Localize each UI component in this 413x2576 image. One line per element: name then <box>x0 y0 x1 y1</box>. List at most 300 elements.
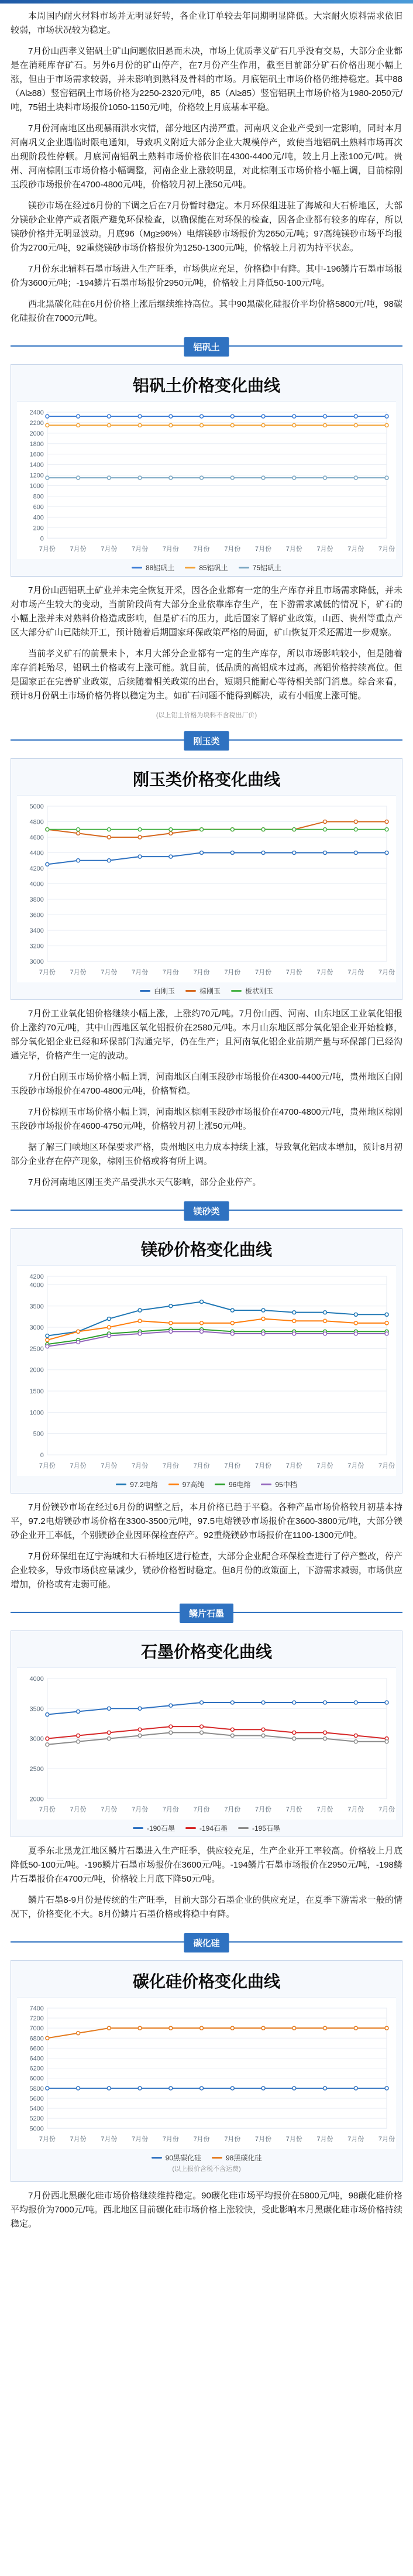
y-tick-label: 5600 <box>29 2095 44 2103</box>
data-point <box>200 2087 204 2090</box>
x-tick-label: 7月份 <box>39 969 56 977</box>
x-tick-label: 7月份 <box>193 1462 210 1470</box>
magnesia-analysis-1: 7月份镁砂市场在经过6月份的调整之后，本月价格已趋于平稳。各种产品市场价格较月初基本持平，97.2电熔镁砂市场价格在3300-3500元/吨，97.5电熔镁砂市场报价在3600-3800元/吨，大部分镁砂企业开工率低，个别镁砂企业因环保检查停产。92重烧镁砂市场报价在1100-1300元/吨。 <box>11 1502 402 1541</box>
data-point <box>354 820 357 824</box>
data-point <box>230 1321 234 1325</box>
legend-label: 95中档 <box>275 1481 297 1489</box>
data-point <box>230 1734 234 1738</box>
y-tick-label: 5000 <box>29 2125 44 2133</box>
x-tick-label: 7月份 <box>285 546 302 553</box>
y-tick-label: 0 <box>40 1452 44 1460</box>
y-tick-label: 5000 <box>29 803 44 811</box>
data-point <box>292 1311 296 1314</box>
y-tick-label: 3000 <box>29 958 44 966</box>
y-tick-label: 4000 <box>29 881 44 888</box>
data-point <box>200 2026 204 2030</box>
legend-item <box>239 563 281 573</box>
y-tick-label: 200 <box>33 525 44 532</box>
x-tick-label: 7月份 <box>347 546 364 553</box>
plot-area <box>47 1276 387 1455</box>
data-point <box>77 832 80 835</box>
legend-swatch <box>185 567 195 568</box>
data-point <box>107 423 111 427</box>
data-point <box>354 828 357 831</box>
x-tick-label: 7月份 <box>162 969 179 977</box>
x-tick-label: 7月份 <box>316 1806 333 1814</box>
x-tick-label: 7月份 <box>101 1462 118 1470</box>
data-point <box>169 1304 173 1308</box>
x-tick-label: 7月份 <box>316 2136 333 2143</box>
section-header-corundum <box>11 730 402 750</box>
x-tick-label: 7月份 <box>347 1462 364 1470</box>
data-point <box>292 423 296 427</box>
intro-paragraph: 本周国内耐火材料市场并无明显好转，各企业订单较去年同期明显降低。大宗耐火原料需求依旧较弱，市场状况较为稳定。 <box>11 11 402 35</box>
y-tick-label: 2500 <box>29 1345 44 1353</box>
data-point <box>292 476 296 479</box>
y-tick-label: 2000 <box>29 1366 44 1374</box>
data-point <box>354 1740 357 1743</box>
chart-title: 碳化硅价格变化曲线 <box>132 1973 280 1992</box>
data-point <box>261 1332 265 1335</box>
data-point <box>230 476 234 479</box>
data-point <box>323 1332 327 1335</box>
legend-magnesia <box>17 1479 396 1489</box>
data-point <box>261 2026 265 2030</box>
x-tick-label: 7月份 <box>39 1806 56 1814</box>
data-point <box>230 828 234 831</box>
corundum-analysis-2: 7月份白刚玉市场价格小幅上调，河南地区白刚玉段砂市场报价在4300-4400元/吨，贵州地区白刚玉段砂市场报价在4700-4800元/吨，价格暂稳。 <box>11 1072 402 1097</box>
x-tick-label: 7月份 <box>285 1806 302 1814</box>
legend-swatch <box>215 1484 225 1485</box>
data-point <box>323 1737 327 1741</box>
x-tick-label: 7月份 <box>193 1806 210 1814</box>
data-point <box>138 476 142 479</box>
x-tick-label: 7月份 <box>193 2136 210 2143</box>
data-point <box>261 1728 265 1731</box>
data-point <box>385 1332 388 1335</box>
data-point <box>200 1330 204 1334</box>
legend-swatch <box>212 2157 222 2159</box>
data-point <box>385 2026 388 2030</box>
y-tick-label: 400 <box>33 514 44 522</box>
graphite-analysis-1: 夏季东北黑龙江地区鳞片石墨进入生产旺季，供应较充足，生产企业开工率较高。价格较上月底降低50-100元/吨。-196鳞片石墨市场报价在3600元/吨。-194鳞片石墨市场报价在2950元/吨，-198鳞片石墨报价在4700元/吨，价格较上月底下降50元/吨。 <box>11 1846 402 1885</box>
data-point <box>138 855 142 858</box>
data-point <box>107 415 111 418</box>
data-point <box>323 415 327 418</box>
y-tick-label: 2200 <box>29 419 44 427</box>
data-point <box>323 820 327 824</box>
data-point <box>323 828 327 831</box>
data-point <box>169 1321 173 1325</box>
chart-card-bauxite <box>11 364 402 577</box>
x-tick-label: 7月份 <box>39 546 56 553</box>
x-tick-label: 7月份 <box>316 969 333 977</box>
x-tick-label: 7月份 <box>255 1806 272 1814</box>
data-point <box>354 1734 357 1738</box>
data-point <box>261 423 265 427</box>
x-tick-label: 7月份 <box>285 1462 302 1470</box>
x-tick-label: 7月份 <box>70 1462 87 1470</box>
legend-label: 97高纯 <box>182 1481 204 1489</box>
data-point <box>261 851 265 855</box>
y-tick-label: 800 <box>33 493 44 501</box>
data-point <box>323 1701 327 1704</box>
data-point <box>77 1341 80 1344</box>
data-point <box>261 1701 265 1704</box>
x-tick-label: 7月份 <box>39 1462 56 1470</box>
data-point <box>77 2032 80 2035</box>
data-point <box>46 1345 49 1348</box>
data-point <box>385 1740 388 1743</box>
corundum-analysis-4: 据了解三门峡地区环保要求严格，贵州地区电力成本持续上涨，导致氧化铝成本增加，预计8月初部分企业存在停产现象，棕刚玉价格或将有所上调。 <box>11 1142 402 1167</box>
section-header-graphite <box>11 1602 402 1622</box>
data-point <box>200 851 204 855</box>
data-point <box>77 1330 80 1334</box>
legend-swatch <box>133 1827 143 1829</box>
data-point <box>46 1743 49 1746</box>
y-tick-label: 4200 <box>29 865 44 873</box>
data-point <box>292 415 296 418</box>
legend-swatch <box>231 990 242 992</box>
x-tick-label: 7月份 <box>101 969 118 977</box>
data-point <box>261 476 265 479</box>
chart-card-graphite <box>11 1630 402 1837</box>
data-point <box>107 859 111 862</box>
legend-graphite <box>17 1823 396 1833</box>
chart-graphite <box>17 1667 396 1820</box>
magnesia-analysis-2: 7月份环保组在辽宁海城和大石桥地区进行检查，大部分企业配合环保检查进行了停产整改，停产企业较多，导致市场供应量减少，镁砂价格暂时稳定。但8月份的政策面上，下游需求减弱，市场供应增加，价格或有走弱可能。 <box>11 1551 402 1590</box>
data-point <box>261 828 265 831</box>
data-point <box>77 415 80 418</box>
x-tick-label: 7月份 <box>162 1806 179 1814</box>
bauxite-analysis-2: 当前孝义矿石的前景未卜，本月大部分企业都有一定的生产库存，所以市场影响较小，但是随着库存消耗殆尽，铝矾土价格或有上涨可能。就目前，低品质的高铝成本过高，高铝价格持续高位。但是国家正在完善矿业政策，后续随着相关政策的出台，短期只能耐心等待相关部门消息。综合来看，预计8月份矾土市场价格仍将以稳定为主。如矿石问题不能得到解决，或有小幅度上涨可能。 <box>11 649 402 701</box>
x-tick-label: 7月份 <box>101 2136 118 2143</box>
y-tick-label: 1200 <box>29 472 44 479</box>
data-point <box>354 2087 357 2090</box>
legend-swatch <box>116 1484 126 1485</box>
y-tick-label: 1000 <box>29 1409 44 1417</box>
section-tag: 铝矾土 <box>184 337 229 357</box>
x-tick-label: 7月份 <box>378 546 395 553</box>
data-point <box>169 1731 173 1734</box>
y-tick-label: 1000 <box>29 482 44 490</box>
legend-item <box>231 986 273 996</box>
data-point <box>323 476 327 479</box>
y-tick-label: 3500 <box>29 1303 44 1310</box>
data-point <box>107 1707 111 1710</box>
data-point <box>200 1725 204 1728</box>
legend-swatch <box>261 1484 271 1485</box>
y-tick-label: 3000 <box>29 1324 44 1332</box>
data-point <box>169 855 173 858</box>
legend-label: -194石墨 <box>199 1824 228 1833</box>
data-point <box>169 423 173 427</box>
data-point <box>200 1300 204 1304</box>
legend-swatch <box>238 1827 249 1829</box>
data-point <box>323 1319 327 1323</box>
data-point <box>77 859 80 862</box>
y-tick-label: 7000 <box>29 2025 44 2033</box>
legend-swatch <box>185 990 196 992</box>
data-point <box>77 476 80 479</box>
y-tick-label: 1500 <box>29 1388 44 1396</box>
data-point <box>385 476 388 479</box>
data-point <box>46 863 49 866</box>
data-point <box>46 1338 49 1342</box>
data-point <box>138 1319 142 1323</box>
data-point <box>385 851 388 855</box>
data-point <box>46 1334 49 1338</box>
data-point <box>77 2087 80 2090</box>
data-point <box>323 1311 327 1314</box>
data-point <box>77 1734 80 1738</box>
legend-sic <box>17 2153 396 2163</box>
data-point <box>385 820 388 824</box>
graphite-analysis-2: 鳞片石墨8-9月份是传统的生产旺季，目前大部分石墨企业的供应充足，在夏季下游需求一般的情况下，价格变化不大。8月份鳞片石墨价格或将稳中有降。 <box>11 1895 402 1920</box>
y-tick-label: 6400 <box>29 2055 44 2063</box>
x-tick-label: 7月份 <box>162 1462 179 1470</box>
chart-card-corundum <box>11 758 402 1000</box>
corundum-analysis-1: 7月份工业氧化铝价格继续小幅上涨，上涨约70元/吨。7月份山西、河南、山东地区工业氧化铝报价上涨约70元/吨，其中山西地区氧化铝报价在2580元/吨。本月山东地区部分氧化铝企业开始检修，部分氧化铝企业已经和环保部门沟通完毕，仍在生产；且河南氧化铝企业前期产量与环保部门已经沟通完毕，价格产生一定的波动。 <box>11 1009 402 1061</box>
data-point <box>200 1701 204 1704</box>
data-point <box>354 423 357 427</box>
section-header-magnesia <box>11 1200 402 1220</box>
data-point <box>230 1308 234 1312</box>
data-point <box>323 423 327 427</box>
y-tick-label: 4400 <box>29 849 44 857</box>
sic-note: (以上报价含税不含运费) <box>172 2166 241 2173</box>
data-point <box>385 1321 388 1325</box>
legend-label: 白刚玉 <box>153 987 175 996</box>
data-point <box>230 1332 234 1335</box>
data-point <box>200 423 204 427</box>
data-point <box>77 1710 80 1713</box>
x-tick-label: 7月份 <box>70 969 87 977</box>
x-tick-label: 7月份 <box>378 2136 395 2143</box>
legend-item <box>132 563 174 573</box>
sic-analysis-1: 7月份西北黑碳化硅市场价格继续维持稳定。90碳化硅市场平均报价在5800元/吨，98碳化硅价格平均报价为7000元/吨。西北地区目前碳化硅市场价格上涨较快，受此影响本月黑碳化硅市场价格持续稳定。 <box>11 2191 402 2229</box>
x-tick-label: 7月份 <box>39 2136 56 2143</box>
chart-sic <box>17 1997 396 2149</box>
section-header-sic <box>11 1932 402 1952</box>
x-tick-label: 7月份 <box>132 2136 149 2143</box>
data-point <box>169 415 173 418</box>
y-tick-label: 6800 <box>29 2035 44 2043</box>
bauxite-note: (以上铝土价格为块料不含税出厂价) <box>156 712 257 720</box>
data-point <box>107 1737 111 1741</box>
data-point <box>46 1713 49 1717</box>
data-point <box>230 2087 234 2090</box>
legend-label: -190石墨 <box>146 1824 175 1833</box>
data-point <box>138 1707 142 1710</box>
y-tick-label: 6000 <box>29 2075 44 2082</box>
y-tick-label: 3800 <box>29 896 44 904</box>
bauxite-paragraph-3: 镁砂市场在经过6月份的下调之后在7月份暂时稳定。本月环保组进驻了海城和大石桥地区，大部分镁砂企业停产或者限产避免环保检查，以确保能在对环保的检查，因各企业都有较多的库存，所以镁砂价格并无明显波动。月底96（Mg≥96%）电熔镁砂市场报价为2650元/吨；97高纯镁砂市场平均报价为2700元/吨，92重烧镁砂市场价格报价为1250-1300元/吨，价格较上月初为持平状态。 <box>11 201 403 253</box>
y-tick-label: 6200 <box>29 2065 44 2073</box>
chart-magnesia <box>17 1265 396 1476</box>
data-point <box>107 828 111 831</box>
x-tick-label: 7月份 <box>162 546 179 553</box>
data-point <box>354 476 357 479</box>
legend-label: 85铝矾土 <box>199 564 228 573</box>
data-point <box>230 851 234 855</box>
data-point <box>354 1321 357 1325</box>
data-point <box>292 851 296 855</box>
data-point <box>323 1731 327 1734</box>
legend-label: 97.2电熔 <box>130 1481 158 1489</box>
data-point <box>354 415 357 418</box>
data-point <box>200 828 204 831</box>
data-point <box>46 476 49 479</box>
legend-item <box>168 1479 204 1489</box>
data-point <box>77 828 80 831</box>
data-point <box>169 1330 173 1334</box>
data-point <box>107 1334 111 1338</box>
data-point <box>261 1734 265 1738</box>
x-tick-label: 7月份 <box>132 1462 149 1470</box>
x-tick-label: 7月份 <box>162 2136 179 2143</box>
data-point <box>292 2026 296 2030</box>
x-tick-label: 7月份 <box>378 1806 395 1814</box>
chart-title: 石墨价格变化曲线 <box>140 1643 272 1662</box>
data-point <box>200 1321 204 1325</box>
legend-label: 棕刚玉 <box>199 987 221 996</box>
data-point <box>385 2087 388 2090</box>
y-tick-label: 4200 <box>29 1273 44 1281</box>
legend-swatch <box>168 1484 179 1485</box>
section-header-bauxite <box>11 336 402 356</box>
x-tick-label: 7月份 <box>316 1462 333 1470</box>
y-tick-label: 3000 <box>29 1735 44 1743</box>
data-point <box>46 828 49 831</box>
data-point <box>169 828 173 831</box>
data-point <box>138 415 142 418</box>
bauxite-paragraph-4: 7月份东北辅料石墨市场进入生产旺季，市场供应充足，价格稳中有降。其中-196鳞片石墨市场报价为3600元/吨；-194鳞片石墨市场报价2950元/吨，价格较上月降低50-100元/吨。 <box>11 264 402 288</box>
y-tick-label: 5400 <box>29 2105 44 2113</box>
y-tick-label: 7200 <box>29 2015 44 2023</box>
corundum-analysis-5: 7月份河南地区刚玉类产品受洪水天气影响，部分企业停产。 <box>28 1177 261 1188</box>
bauxite-analysis-1: 7月份山西铝矾土矿业并未完全恢复开采，因各企业都有一定的生产库存并且市场需求降低，并未对市场产生较大的变动，当前阶段尚有大部分企业依靠库存生产，在下游需求减低的情况下，矿石的小幅上涨并未对熟料价格造成影响，但是矿石的压力，此后国家了解矿业政策，山西、贵州等重点产区大部分矿山已陆续开工，预计随着后期国家环保政策严格的局面，矿山恢复开采还需进一步观察。 <box>11 585 402 638</box>
data-point <box>169 832 173 835</box>
legend-corundum <box>17 986 396 996</box>
y-tick-label: 2500 <box>29 1765 44 1773</box>
data-point <box>261 2087 265 2090</box>
x-tick-label: 7月份 <box>132 969 149 977</box>
legend-bauxite <box>17 563 396 573</box>
chart-title: 铝矾土价格变化曲线 <box>132 377 280 395</box>
x-tick-label: 7月份 <box>316 546 333 553</box>
data-point <box>200 1731 204 1734</box>
y-tick-label: 1800 <box>29 440 44 448</box>
x-tick-label: 7月份 <box>378 969 395 977</box>
y-tick-label: 4800 <box>29 818 44 826</box>
legend-label: 88铝矾土 <box>145 564 175 573</box>
bottom-spacer <box>11 2238 402 2243</box>
data-point <box>107 1731 111 1734</box>
legend-swatch <box>239 567 249 568</box>
data-point <box>385 1313 388 1316</box>
legend-swatch <box>152 2157 162 2159</box>
y-tick-label: 2000 <box>29 430 44 437</box>
data-point <box>107 2087 111 2090</box>
data-point <box>169 1704 173 1707</box>
data-point <box>138 828 142 831</box>
data-point <box>138 835 142 839</box>
x-tick-label: 7月份 <box>132 1806 149 1814</box>
data-point <box>261 1308 265 1312</box>
y-tick-label: 3400 <box>29 927 44 935</box>
x-tick-label: 7月份 <box>70 2136 87 2143</box>
y-tick-label: 2000 <box>29 1796 44 1803</box>
legend-swatch <box>132 567 142 568</box>
legend-label: 75铝矾土 <box>252 564 282 573</box>
x-tick-label: 7月份 <box>193 969 210 977</box>
data-point <box>138 1308 142 1312</box>
data-point <box>107 1325 111 1329</box>
legend-item <box>133 1823 175 1833</box>
legend-item <box>185 563 228 573</box>
y-tick-label: 500 <box>33 1430 44 1438</box>
data-point <box>354 1313 357 1316</box>
data-point <box>354 2026 357 2030</box>
x-tick-label: 7月份 <box>255 1462 272 1470</box>
legend-label: 板状刚玉 <box>245 987 274 996</box>
x-tick-label: 7月份 <box>285 969 302 977</box>
y-tick-label: 5200 <box>29 2115 44 2123</box>
data-point <box>138 2026 142 2030</box>
data-point <box>46 415 49 418</box>
legend-item <box>140 986 175 996</box>
bauxite-paragraph-1: 7月份山西孝义铝矾土矿山问题依旧悬而未决，市场上优质孝义矿石几乎没有交易，大部分企业都是在消耗库存矿石。另外6月份的矿山停产，在7月份产生作用，截至目前部分矿石价格出现小幅上涨，但由于市场需求较弱，并未影响到熟料及骨料的市场。月底铝矾土市场价格仍维持稳定。其中88（Al≥88）竖窑铝矾土市场价格为2250-2320元/吨，85（Al≥85）竖窑铝矾土市场价格为1980-2050元/吨，75铝土块料市场报价1050-1150元/吨，价格较上月底基本平稳。 <box>11 46 402 112</box>
chart-title: 刚玉类价格变化曲线 <box>132 771 280 790</box>
data-point <box>107 1317 111 1321</box>
data-point <box>230 415 234 418</box>
data-point <box>354 1332 357 1335</box>
data-point <box>138 423 142 427</box>
y-tick-label: 4000 <box>29 1282 44 1289</box>
legend-label: 98黑碳化硅 <box>226 2154 262 2163</box>
legend-item <box>185 986 221 996</box>
legend-item <box>116 1479 157 1489</box>
x-tick-label: 7月份 <box>70 1806 87 1814</box>
data-point <box>46 1737 49 1741</box>
data-point <box>230 2026 234 2030</box>
legend-item <box>212 2153 261 2163</box>
y-tick-label: 3200 <box>29 943 44 950</box>
data-point <box>46 2037 49 2040</box>
x-tick-label: 7月份 <box>101 546 118 553</box>
data-point <box>323 851 327 855</box>
y-tick-label: 6600 <box>29 2045 44 2053</box>
legend-label: 96电熔 <box>229 1481 251 1489</box>
legend-swatch <box>140 990 150 992</box>
x-tick-label: 7月份 <box>347 969 364 977</box>
data-point <box>230 1701 234 1704</box>
y-tick-label: 5800 <box>29 2085 44 2093</box>
x-tick-label: 7月份 <box>224 969 241 977</box>
legend-item <box>238 1823 280 1833</box>
data-point <box>138 2087 142 2090</box>
data-point <box>292 1737 296 1741</box>
data-point <box>230 423 234 427</box>
y-tick-label: 4000 <box>29 1675 44 1683</box>
legend-item <box>152 2153 201 2163</box>
data-point <box>292 1701 296 1704</box>
data-point <box>385 423 388 427</box>
x-tick-label: 7月份 <box>378 1462 395 1470</box>
data-point <box>230 1728 234 1731</box>
y-tick-label: 3500 <box>29 1705 44 1713</box>
